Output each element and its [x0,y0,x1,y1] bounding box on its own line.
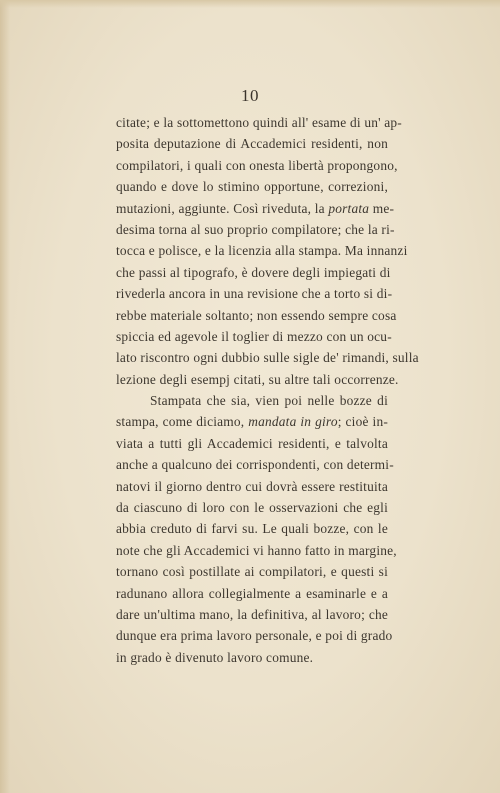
text-line: natovi il giorno dentro cui dovrà essere restituita [116,478,388,494]
text-segment: stampa, come diciamo, [116,414,249,430]
text-line: lato riscontro ogni dubbio sulle sigle de' rimandi, sulla [116,350,419,366]
text-line [116,198,395,219]
text-line: lezione degli esempj citati, su altre tali occorrenze. [116,371,399,387]
page-edge-shadow [0,0,10,793]
body-text [116,112,419,668]
italic-term: mandata in giro [248,414,338,430]
paragraph-start-line: Stampata che sia, vien poi nelle bozze di [150,393,388,409]
text-line: quando e dove lo stimino opportune, correzioni, [116,179,388,195]
text-line: radunano allora collegialmente a esaminarle e a [116,585,388,601]
text-line: desima torna al suo proprio compilatore; che la ri- [116,221,395,237]
text-line: da ciascuno di loro con le osservazioni che egli [116,500,388,516]
text-line: rivederla ancora in una revisione che a torto si di- [116,286,393,302]
text-line: tornano così postillate ai compilatori, e questi si [116,564,388,580]
text-line: citate; e la sottomettono quindi all' esame di un' ap- [116,115,402,130]
text-line: rebbe materiale soltanto; non essendo sempre cosa [116,307,397,323]
text-line: anche a qualcuno dei corrispondenti, con determi- [116,457,394,473]
text-line: compilatori, i quali con onesta libertà propongono, [116,157,398,173]
text-segment: ; cioè in- [337,414,389,430]
text-line: spiccia ed agevole il toglier di mezzo con un ocu- [116,328,392,344]
page-number: 10 [241,86,259,105]
italic-term: portata [328,200,370,216]
text-segment: mutazioni, aggiunte. Così riveduta, la [116,200,329,216]
text-line: dare un'ultima mano, la definitiva, al lavoro; che [116,606,388,622]
page-top-shadow [0,0,500,8]
text-line: abbia creduto di farvi su. Le quali bozze, con le [116,521,388,537]
text-line: che passi al tipografo, è dovere degli impiegati di [116,264,391,280]
text-line: viata a tutti gli Accademici residenti, e talvolta [116,435,388,451]
text-line: note che gli Accademici vi hanno fatto in margine, [116,542,397,558]
text-line: posita deputazione di Accademici residenti, non [116,136,388,152]
text-line: tocca e polisce, e la licenzia alla stampa. Ma innanzi [116,243,408,259]
text-line [116,411,388,432]
text-line: dunque era prima lavoro personale, e poi di grado [116,628,393,644]
text-segment: me- [369,200,395,216]
text-line: in grado è divenuto lavoro comune. [116,649,314,665]
